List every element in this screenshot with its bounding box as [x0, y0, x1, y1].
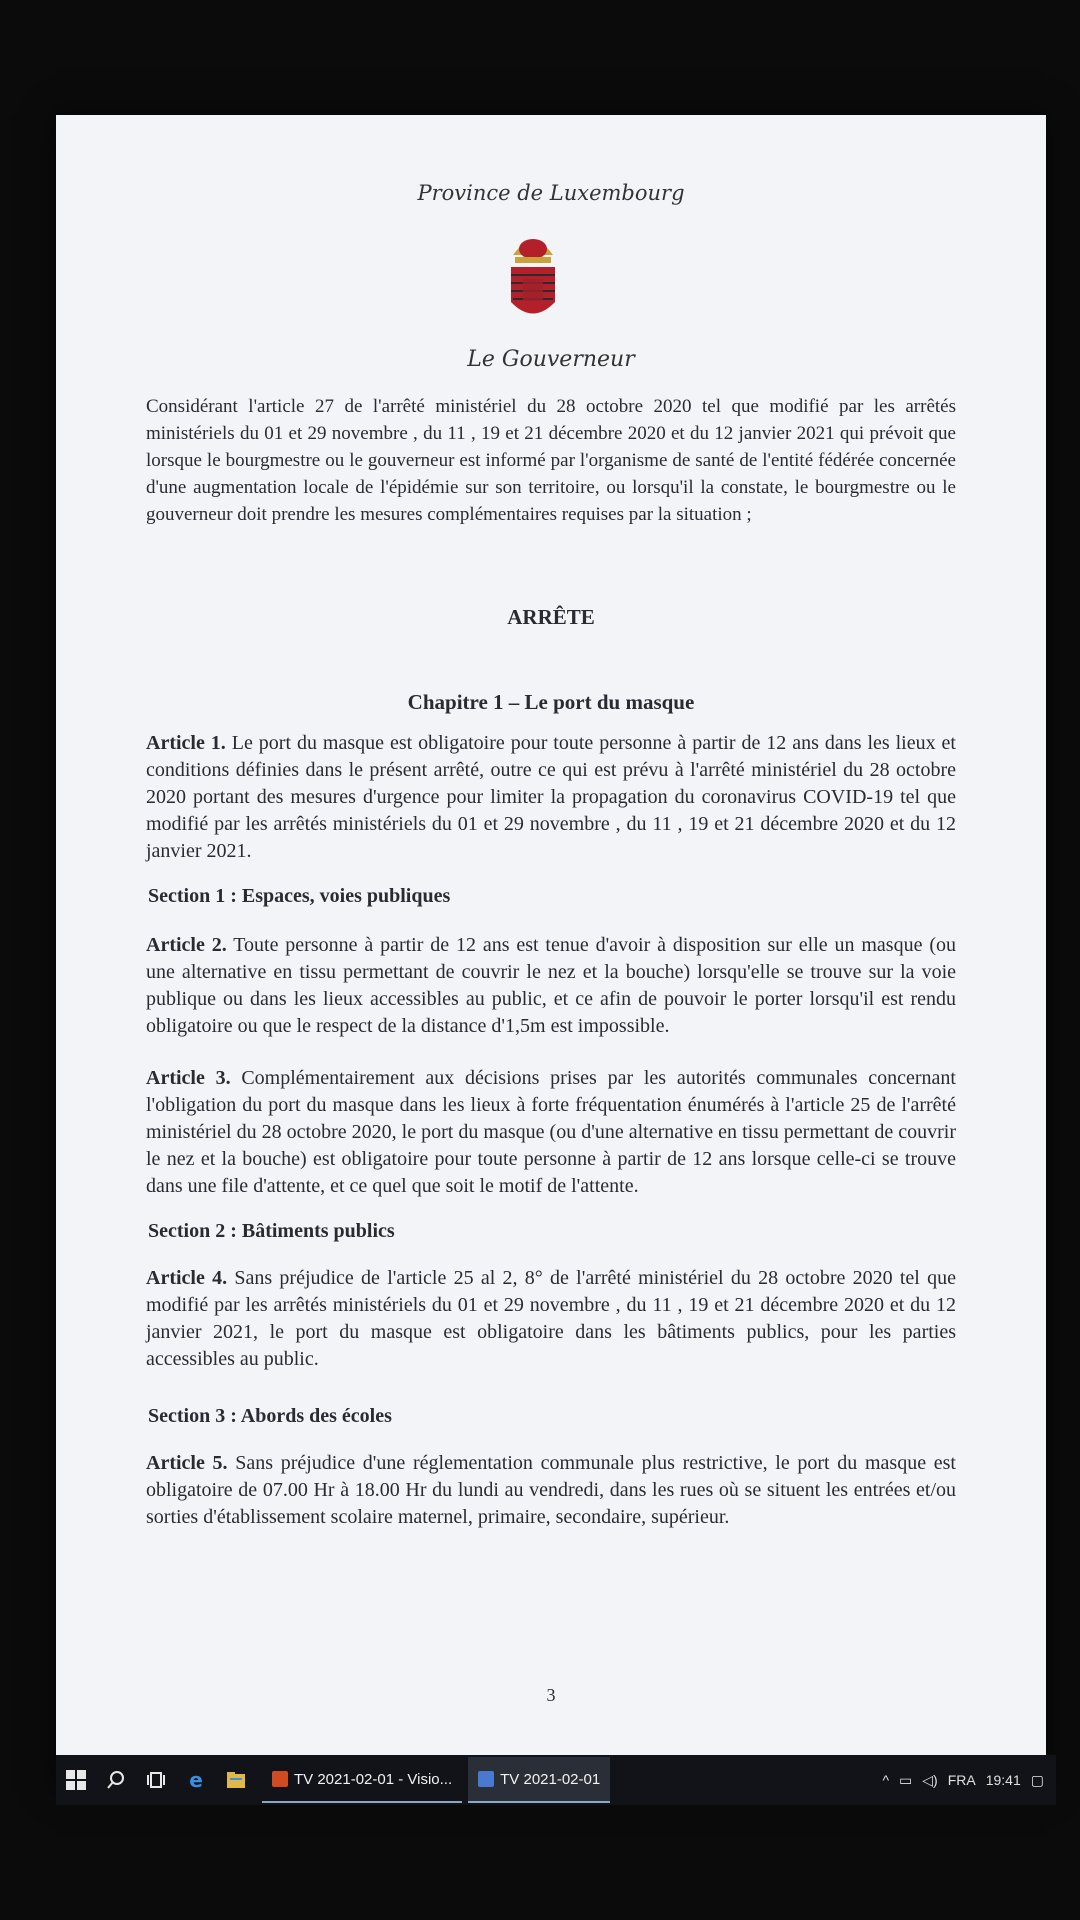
network-icon[interactable]: ▭	[899, 1771, 913, 1788]
article-3-label: Article 3.	[146, 1067, 231, 1089]
province-title: Province de Luxembourg	[417, 181, 685, 205]
article-4-text: Sans préjudice de l'article 25 al 2, 8° de l'arrêté ministériel du 28 octobre 2020 tel que modifié par les arrêtés ministériels du 01 et 29 novembre , du 11 , 19 et 21 décembre 2020 et du 12 janvier 2021, le port du masque est obligatoire dans les bâtiments publics, pour les parties accessibles au public.	[146, 1267, 956, 1370]
taskbar-app-presentation[interactable]	[468, 1757, 610, 1803]
task-view-icon[interactable]	[136, 1760, 176, 1800]
article-4	[146, 1265, 956, 1373]
article-3-text: Complémentairement aux décisions prises par les autorités communales concernant l'obligation du port du masque dans les lieux à forte fréquentation énumérés à l'article 25 de l'arrêté ministériel du 28 octobre 2020, le port du masque (ou d'une alternative en tissu permettant de couvrir le nez et la bouche) est obligatoire pour toute personne à partir de 12 ans lorsque celle-ci se trouve dans une file d'attente, et ce quel que soit le motif de l'attente.	[146, 1067, 956, 1197]
language-indicator[interactable]: FRA	[947, 1772, 976, 1788]
article-5	[146, 1450, 956, 1531]
section-1-heading: Section 1 : Espaces, voies publiques	[148, 885, 451, 907]
article-1	[146, 730, 956, 865]
powerpoint-icon	[272, 1771, 288, 1787]
document-page	[56, 115, 1046, 1790]
arrete-heading: ARRÊTE	[507, 605, 595, 629]
gouverneur-title: Le Gouverneur	[467, 347, 635, 372]
article-2-label: Article 2.	[146, 934, 227, 956]
search-icon[interactable]	[96, 1760, 136, 1800]
chevron-up-icon[interactable]: ^	[882, 1772, 890, 1788]
article-2	[146, 932, 956, 1040]
article-2-text: Toute personne à partir de 12 ans est tenue d'avoir à disposition sur elle un masque (ou une alternative en tissu permettant de couvrir le nez et la bouche) lorsqu'elle se trouve sur la voie publique ou dans les lieux accessibles au public, et ce afin de pouvoir le porter lorsqu'il est rendu obligatoire ou que le respect de la distance d'1,5m est impossible.	[146, 934, 956, 1037]
taskbar-app-powerpoint[interactable]	[262, 1757, 462, 1803]
article-5-label: Article 5.	[146, 1452, 228, 1474]
windows-start-icon[interactable]	[56, 1760, 96, 1800]
article-3	[146, 1065, 956, 1200]
section-3-heading: Section 3 : Abords des écoles	[148, 1405, 392, 1427]
presentation-icon	[478, 1771, 494, 1787]
article-1-text: Le port du masque est obligatoire pour toute personne à partir de 12 ans dans les lieux et conditions définies dans le présent arrêté, outre ce qui est prévu à l'arrêté ministériel du 28 octobre 2020 portant des mesures d'urgence pour limiter la propagation du coronavirus COVID-19 tel que modifié par les arrêtés ministériels du 01 et 29 novembre , du 11 , 19 et 21 décembre 2020 et du 12 janvier 2021.	[146, 732, 956, 862]
file-explorer-icon[interactable]	[216, 1760, 256, 1800]
article-1-label: Article 1.	[146, 732, 226, 754]
section-2-heading: Section 2 : Bâtiments publics	[148, 1220, 395, 1242]
taskbar-app-presentation-label: TV 2021-02-01	[500, 1770, 601, 1788]
article-5-text: Sans préjudice d'une réglementation communale plus restrictive, le port du masque est obligatoire de 07.00 Hr à 18.00 Hr du lundi au vendredi, dans les rues où se situent les entrées et/ou sorties d'établissement scolaire maternel, primaire, secondaire, supérieur.	[146, 1452, 956, 1528]
taskbar-app-powerpoint-label: TV 2021-02-01 - Visio...	[294, 1770, 453, 1788]
windows-taskbar	[56, 1755, 1056, 1805]
notification-icon[interactable]: ▢	[1030, 1771, 1044, 1788]
speaker-icon[interactable]: ◁)	[922, 1771, 938, 1788]
page-number: 3	[546, 1685, 556, 1705]
edge-browser-icon[interactable]: e	[189, 1768, 203, 1792]
system-tray	[882, 1772, 1056, 1789]
intro-paragraph: Considérant l'article 27 de l'arrêté ministériel du 28 octobre 2020 tel que modifié par les arrêtés ministériels du 01 et 29 novembre , du 11 , 19 et 21 décembre 2020 et du 12 janvier 2021 qui prévoit que lorsque le bourgmestre ou le gouverneur est informé par l'organisme de santé de l'entité fédérée concernée d'une augmentation locale de l'épidémie sur son territoire, ou lorsqu'il la constate, le bourgmestre ou le gouverneur doit prendre les mesures complémentaires requises par la situation ;	[146, 396, 956, 525]
chapter-heading: Chapitre 1 – Le port du masque	[407, 690, 695, 714]
coat-of-arms-icon	[503, 227, 563, 327]
article-4-label: Article 4.	[146, 1267, 228, 1289]
clock[interactable]: 19:41	[985, 1772, 1021, 1788]
